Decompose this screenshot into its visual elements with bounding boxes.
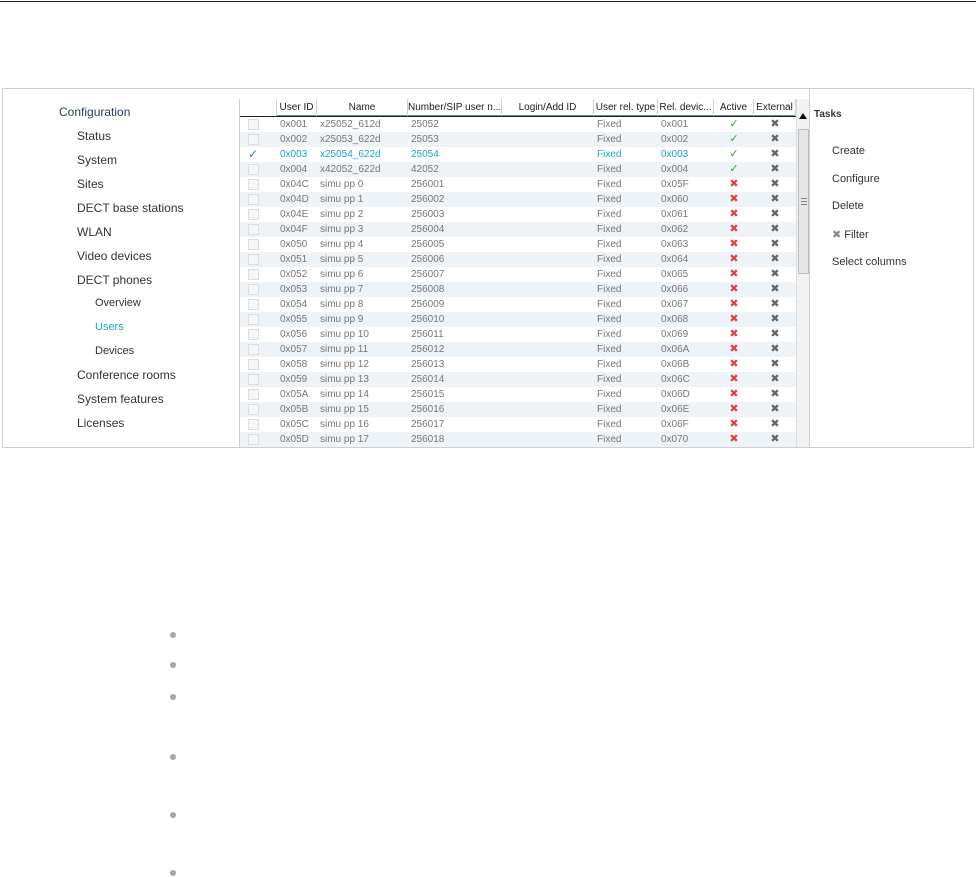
external-cross-icon: ✖: [770, 373, 780, 385]
cell-user-id: 0x05C: [280, 419, 309, 430]
table-row[interactable]: [240, 372, 796, 387]
inactive-cross-icon: ✖: [729, 433, 739, 445]
cell-rel-type: Fixed: [597, 149, 622, 160]
cell-number: 25053: [411, 134, 439, 145]
row-checkbox[interactable]: [248, 179, 259, 190]
cell-rel-device: 0x061: [661, 209, 689, 220]
cell-rel-type: Fixed: [597, 374, 622, 385]
cell-rel-device: 0x06A: [661, 344, 690, 355]
cell-rel-type: Fixed: [597, 329, 622, 340]
table-row[interactable]: [240, 117, 796, 132]
cell-login: [502, 117, 594, 132]
inactive-cross-icon: ✖: [729, 223, 739, 235]
cell-rel-device: 0x003: [661, 149, 689, 160]
inactive-cross-icon: ✖: [729, 298, 739, 310]
row-checkbox[interactable]: [248, 284, 259, 295]
row-checkbox[interactable]: [248, 194, 259, 205]
cell-user-id: 0x054: [280, 299, 308, 310]
cell-user-id: 0x002: [280, 134, 308, 145]
cell-login: [502, 342, 594, 357]
cell-rel-device: 0x001: [661, 119, 689, 130]
cell-login: [502, 372, 594, 387]
cell-user-id: 0x04C: [280, 179, 309, 190]
cell-rel-device: 0x06C: [661, 374, 690, 385]
cell-rel-type: Fixed: [597, 404, 622, 415]
cell-user-id: 0x053: [280, 284, 308, 295]
cell-rel-type: Fixed: [597, 119, 622, 130]
cell-name: simu pp 0: [320, 179, 364, 190]
cell-rel-type: Fixed: [597, 359, 622, 370]
inactive-cross-icon: ✖: [729, 253, 739, 265]
task-label: Select columns: [832, 256, 907, 268]
task-delete[interactable]: [832, 200, 864, 212]
row-checkbox[interactable]: [248, 134, 259, 145]
task-label: Delete: [832, 200, 864, 212]
cell-number: 25054: [411, 149, 439, 160]
cell-user-id: 0x05B: [280, 404, 309, 415]
table-row[interactable]: [240, 267, 796, 282]
cell-number: 256005: [411, 239, 445, 250]
cell-name: simu pp 11: [320, 344, 369, 355]
nav-item-overview[interactable]: Overview: [95, 297, 141, 309]
cell-number: 256003: [411, 209, 445, 220]
cell-number: 256006: [411, 254, 445, 265]
external-cross-icon: ✖: [770, 418, 780, 430]
row-checkbox[interactable]: ✓: [248, 147, 259, 161]
select-all-column-header[interactable]: [240, 99, 277, 116]
cell-rel-type: Fixed: [597, 284, 622, 295]
cell-login: [502, 417, 594, 432]
cell-login: [502, 282, 594, 297]
cell-user-id: 0x04E: [280, 209, 309, 220]
nav-item-users[interactable]: Users: [95, 321, 124, 333]
cell-number: 256016: [411, 404, 445, 415]
cell-rel-type: Fixed: [597, 254, 622, 265]
nav-item-configuration[interactable]: Configuration: [59, 105, 131, 119]
scroll-up-arrow-icon[interactable]: [799, 113, 807, 119]
cell-name: simu pp 14: [320, 389, 369, 400]
column-header[interactable]: Active: [714, 99, 754, 116]
cell-number: 256018: [411, 434, 445, 445]
inactive-cross-icon: ✖: [729, 268, 739, 280]
cell-login: [502, 192, 594, 207]
cell-name: simu pp 12: [320, 359, 369, 370]
external-cross-icon: ✖: [770, 283, 780, 295]
cell-rel-device: 0x065: [661, 269, 689, 280]
column-header[interactable]: User ID: [277, 99, 317, 116]
inactive-cross-icon: ✖: [729, 313, 739, 325]
tasks-title: Tasks: [814, 109, 842, 120]
cell-name: simu pp 2: [320, 209, 364, 220]
table-row[interactable]: [240, 312, 796, 327]
cell-user-id: 0x003: [280, 149, 308, 160]
cell-user-id: 0x057: [280, 344, 308, 355]
table-row[interactable]: [240, 237, 796, 252]
cell-rel-device: 0x004: [661, 164, 689, 175]
cell-name: simu pp 17: [320, 434, 369, 445]
row-checkbox[interactable]: [248, 239, 259, 250]
row-checkbox[interactable]: [248, 119, 259, 130]
cell-name: simu pp 4: [320, 239, 364, 250]
bullet-icon: [170, 632, 176, 638]
row-checkbox[interactable]: [248, 224, 259, 235]
nav-item-dect-base-stations[interactable]: DECT base stations: [77, 201, 184, 215]
cell-name: simu pp 16: [320, 419, 369, 430]
cell-login: [502, 207, 594, 222]
cell-rel-type: Fixed: [597, 434, 622, 445]
external-cross-icon: ✖: [770, 133, 780, 145]
table-row[interactable]: [240, 252, 796, 267]
active-check-icon: ✓: [729, 148, 739, 160]
cell-rel-type: Fixed: [597, 419, 622, 430]
cell-login: [502, 387, 594, 402]
cell-number: 256014: [411, 374, 445, 385]
cell-rel-type: Fixed: [597, 344, 622, 355]
cell-login: [502, 267, 594, 282]
tasks-panel: [809, 89, 974, 447]
cell-number: 256008: [411, 284, 445, 295]
cell-user-id: 0x050: [280, 239, 308, 250]
cell-name: simu pp 15: [320, 404, 369, 415]
cell-number: 256017: [411, 419, 445, 430]
table-row[interactable]: [240, 282, 796, 297]
cell-rel-type: Fixed: [597, 239, 622, 250]
cell-user-id: 0x05A: [280, 389, 309, 400]
bullet-icon: [170, 662, 176, 668]
external-cross-icon: ✖: [770, 178, 780, 190]
configuration-nav: [3, 89, 239, 447]
row-checkbox[interactable]: [248, 419, 259, 430]
table-row[interactable]: [240, 222, 796, 237]
cell-user-id: 0x04F: [280, 224, 308, 235]
external-cross-icon: ✖: [770, 223, 780, 235]
cell-login: [502, 402, 594, 417]
column-header[interactable]: User rel. type: [594, 99, 658, 116]
cell-rel-device: 0x06D: [661, 389, 690, 400]
external-cross-icon: ✖: [770, 268, 780, 280]
table-row[interactable]: [240, 327, 796, 342]
cell-name: x42052_622d: [320, 164, 381, 175]
row-checkbox[interactable]: [248, 314, 259, 325]
cell-rel-device: 0x002: [661, 134, 689, 145]
external-cross-icon: ✖: [770, 118, 780, 130]
table-header: [240, 99, 796, 117]
cell-name: simu pp 5: [320, 254, 364, 265]
cell-rel-type: Fixed: [597, 299, 622, 310]
cell-login: [502, 237, 594, 252]
task-select-columns[interactable]: [832, 256, 907, 268]
external-cross-icon: ✖: [770, 208, 780, 220]
table-row[interactable]: [240, 162, 796, 177]
row-checkbox[interactable]: [248, 389, 259, 400]
cell-name: x25052_612d: [320, 119, 381, 130]
cell-user-id: 0x051: [280, 254, 308, 265]
cell-login: [502, 147, 594, 162]
cell-name: simu pp 1: [320, 194, 364, 205]
cell-login: [502, 177, 594, 192]
task-label: Configure: [832, 173, 880, 185]
cell-login: [502, 432, 594, 447]
cell-rel-device: 0x06B: [661, 359, 690, 370]
grip-icon: [801, 198, 807, 205]
row-checkbox[interactable]: [248, 254, 259, 265]
scroll-thumb[interactable]: [798, 129, 809, 274]
external-cross-icon: ✖: [770, 193, 780, 205]
bullet-icon: [170, 812, 176, 818]
external-cross-icon: ✖: [770, 238, 780, 250]
cell-number: 256012: [411, 344, 445, 355]
row-checkbox[interactable]: [248, 209, 259, 220]
nav-item-devices[interactable]: Devices: [95, 345, 135, 357]
task-label: Create: [832, 145, 866, 157]
table-row[interactable]: [240, 342, 796, 357]
cell-name: simu pp 13: [320, 374, 369, 385]
table-row[interactable]: [240, 297, 796, 312]
table-row[interactable]: [240, 432, 796, 447]
inactive-cross-icon: ✖: [729, 238, 739, 250]
table-row[interactable]: [240, 132, 796, 147]
cell-rel-device: 0x064: [661, 254, 689, 265]
cell-number: 25052: [411, 119, 439, 130]
table-row[interactable]: [240, 207, 796, 222]
top-rule: [0, 1, 976, 2]
bullet-icon: [170, 870, 176, 876]
inactive-cross-icon: ✖: [729, 388, 739, 400]
task-create[interactable]: [832, 145, 865, 157]
external-cross-icon: ✖: [770, 313, 780, 325]
task-filter[interactable]: [832, 228, 869, 241]
row-checkbox[interactable]: [248, 359, 259, 370]
table-row[interactable]: [240, 192, 796, 207]
row-checkbox[interactable]: [248, 329, 259, 340]
cell-name: simu pp 8: [320, 299, 364, 310]
cell-name: simu pp 6: [320, 269, 364, 280]
nav-item-licenses[interactable]: Licenses: [77, 416, 125, 430]
nav-item-system-features[interactable]: System features: [77, 392, 164, 406]
inactive-cross-icon: ✖: [729, 208, 739, 220]
nav-item-system[interactable]: System: [77, 153, 118, 167]
cell-number: 256010: [411, 314, 445, 325]
cell-rel-type: Fixed: [597, 224, 622, 235]
cell-number: 42052: [411, 164, 439, 175]
table-row[interactable]: [240, 387, 796, 402]
row-checkbox[interactable]: [248, 344, 259, 355]
cell-number: 256002: [411, 194, 445, 205]
cell-rel-type: Fixed: [597, 269, 622, 280]
cell-rel-device: 0x05F: [661, 179, 689, 190]
task-label: Filter: [844, 229, 869, 241]
column-header[interactable]: Login/Add ID: [502, 99, 594, 116]
cell-login: [502, 252, 594, 267]
bullet-icon: [170, 754, 176, 760]
nav-item-conference-rooms[interactable]: Conference rooms: [77, 368, 176, 382]
cell-number: 256007: [411, 269, 445, 280]
cell-login: [502, 312, 594, 327]
inactive-cross-icon: ✖: [729, 193, 739, 205]
inactive-cross-icon: ✖: [729, 418, 739, 430]
active-check-icon: ✓: [729, 133, 739, 145]
cell-rel-device: 0x06F: [661, 419, 689, 430]
cell-user-id: 0x058: [280, 359, 308, 370]
cell-user-id: 0x052: [280, 269, 308, 280]
table-row[interactable]: [240, 147, 796, 162]
active-check-icon: ✓: [729, 118, 739, 130]
cell-user-id: 0x004: [280, 164, 308, 175]
cell-rel-device: 0x070: [661, 434, 689, 445]
external-cross-icon: ✖: [770, 403, 780, 415]
cell-rel-device: 0x063: [661, 239, 689, 250]
cell-rel-type: Fixed: [597, 164, 622, 175]
external-cross-icon: ✖: [770, 358, 780, 370]
cell-rel-type: Fixed: [597, 209, 622, 220]
table-row[interactable]: [240, 417, 796, 432]
inactive-cross-icon: ✖: [729, 343, 739, 355]
external-cross-icon: ✖: [770, 253, 780, 265]
cell-user-id: 0x059: [280, 374, 308, 385]
external-cross-icon: ✖: [770, 298, 780, 310]
cell-rel-type: Fixed: [597, 134, 622, 145]
cell-number: 256015: [411, 389, 445, 400]
cell-name: simu pp 3: [320, 224, 364, 235]
users-table: [239, 99, 810, 447]
row-checkbox[interactable]: [248, 404, 259, 415]
external-cross-icon: ✖: [770, 328, 780, 340]
nav-item-sites[interactable]: Sites: [77, 177, 104, 191]
cell-rel-type: Fixed: [597, 389, 622, 400]
cell-login: [502, 222, 594, 237]
nav-item-video-devices[interactable]: Video devices: [77, 249, 152, 263]
cell-number: 256001: [411, 179, 445, 190]
external-cross-icon: ✖: [770, 388, 780, 400]
cell-user-id: 0x001: [280, 119, 308, 130]
cell-name: simu pp 9: [320, 314, 364, 325]
nav-item-dect-phones[interactable]: DECT phones: [77, 273, 153, 287]
cell-rel-device: 0x068: [661, 314, 689, 325]
cell-rel-device: 0x060: [661, 194, 689, 205]
inactive-cross-icon: ✖: [729, 328, 739, 340]
cell-number: 256011: [411, 329, 444, 340]
cell-number: 256004: [411, 224, 445, 235]
cell-login: [502, 162, 594, 177]
column-header[interactable]: Name: [317, 99, 408, 116]
row-checkbox[interactable]: [248, 434, 259, 445]
inactive-cross-icon: ✖: [729, 358, 739, 370]
cell-number: 256013: [411, 359, 445, 370]
cell-rel-device: 0x069: [661, 329, 689, 340]
table-row[interactable]: [240, 177, 796, 192]
inactive-cross-icon: ✖: [729, 178, 739, 190]
cell-rel-device: 0x067: [661, 299, 689, 310]
cell-rel-type: Fixed: [597, 194, 622, 205]
column-header[interactable]: Rel. devic...: [658, 99, 714, 116]
table-row[interactable]: [240, 357, 796, 372]
task-configure[interactable]: [832, 173, 880, 185]
table-body: [240, 117, 796, 447]
cell-login: [502, 297, 594, 312]
cell-name: simu pp 10: [320, 329, 369, 340]
column-header[interactable]: Number/SIP user n...: [408, 99, 502, 116]
cell-user-id: 0x055: [280, 314, 308, 325]
filter-x-icon: ✖: [832, 229, 842, 241]
inactive-cross-icon: ✖: [729, 373, 739, 385]
row-checkbox[interactable]: [248, 299, 259, 310]
bullet-icon: [170, 694, 176, 700]
cell-name: x25053_622d: [320, 134, 381, 145]
cell-name: x25054_622d: [320, 149, 381, 160]
cell-name: simu pp 7: [320, 284, 364, 295]
cell-rel-device: 0x06E: [661, 404, 690, 415]
inactive-cross-icon: ✖: [729, 283, 739, 295]
nav-item-status[interactable]: Status: [77, 129, 112, 143]
row-checkbox[interactable]: [248, 269, 259, 280]
cell-user-id: 0x056: [280, 329, 308, 340]
cell-rel-device: 0x066: [661, 284, 689, 295]
inactive-cross-icon: ✖: [729, 403, 739, 415]
column-header[interactable]: External: [754, 99, 796, 116]
external-cross-icon: ✖: [770, 163, 780, 175]
external-cross-icon: ✖: [770, 343, 780, 355]
table-scrollbar[interactable]: [796, 99, 810, 447]
cell-rel-device: 0x062: [661, 224, 689, 235]
cell-login: [502, 357, 594, 372]
active-check-icon: ✓: [729, 163, 739, 175]
cell-login: [502, 327, 594, 342]
row-checkbox[interactable]: [248, 374, 259, 385]
nav-item-wlan[interactable]: WLAN: [77, 225, 112, 239]
cell-rel-type: Fixed: [597, 314, 622, 325]
cell-user-id: 0x05D: [280, 434, 309, 445]
users-panel: [2, 88, 974, 448]
cell-number: 256009: [411, 299, 445, 310]
external-cross-icon: ✖: [770, 148, 780, 160]
table-row[interactable]: [240, 402, 796, 417]
cell-rel-type: Fixed: [597, 179, 622, 190]
cell-login: [502, 132, 594, 147]
cell-user-id: 0x04D: [280, 194, 309, 205]
row-checkbox[interactable]: [248, 164, 259, 175]
external-cross-icon: ✖: [770, 433, 780, 445]
